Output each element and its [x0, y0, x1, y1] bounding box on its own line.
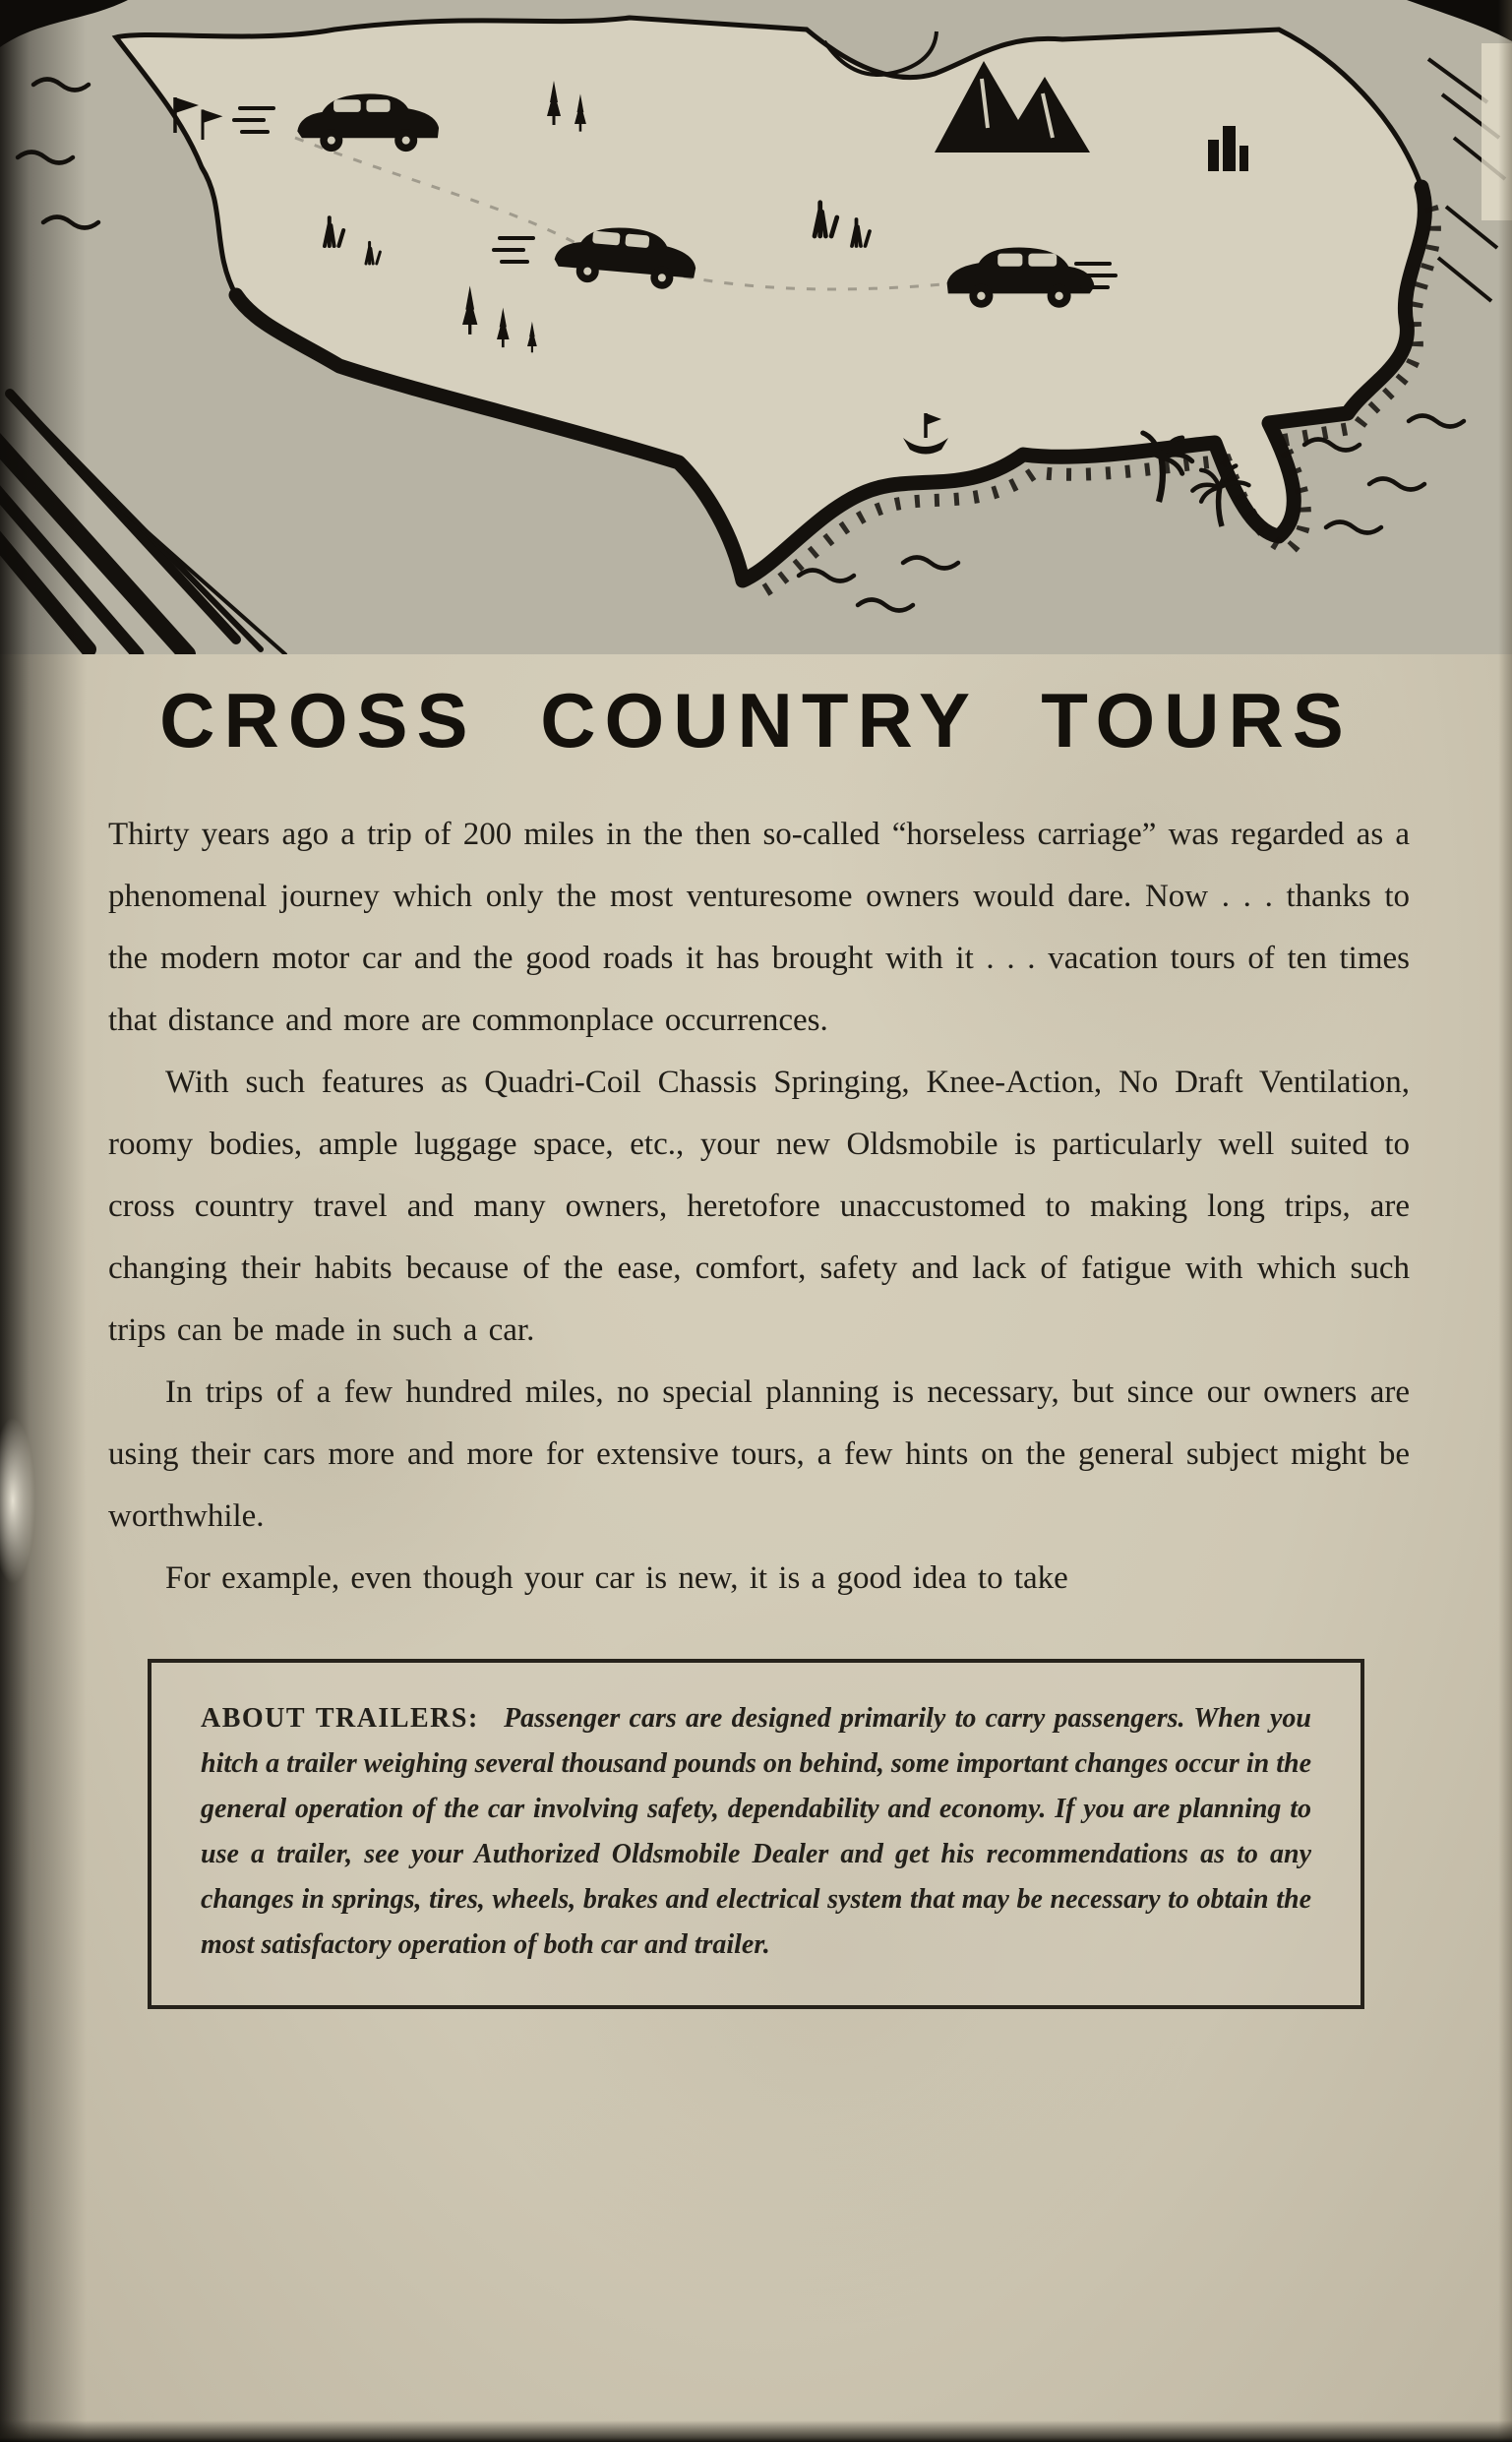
paragraph-2: With such features as Quadri-Coil Chassis Springing, Knee-Action, No Draft Ventilation, roomy bodies, ample luggage space, etc., your new Oldsmobile is particularly well suited to cross country travel and many owners, heretofore unaccustomed to making long trips, are changing their habits because of the ease, comfort, safety and lack of fatigue with which such trips can be made in such a car. [108, 1065, 1410, 1348]
about-trailers-text: Passenger cars are designed primarily to carry passengers. When you hitch a trailer weighing several thousand pounds on behind, some important changes occur in the general operation of the car involving safety, dependability and economy. If you are planning to use a trailer, see your Authorized Oldsmobile Dealer and get his recommendations as to any changes in springs, tires, wheels, brakes and electrical system that may be necessary to obtain the most satisfactory operation of both car and trailer. [201, 1703, 1312, 1960]
paragraph-3: In trips of a few hundred miles, no special planning is necessary, but since our owners are using their cars more and more for extensive tours, a few hints on the general subject might be worthwhile. [108, 1374, 1410, 1534]
about-trailers-paragraph [201, 1696, 1311, 1968]
paragraph-4: For example, even though your car is new, it is a good idea to take [165, 1560, 1068, 1596]
page-bottom-edge [0, 2420, 1512, 2442]
page-title: CROSS COUNTRY TOURS [159, 677, 1353, 763]
about-trailers-label: ABOUT TRAILERS: [201, 1703, 479, 1734]
paragraph-1: Thirty years ago a trip of 200 miles in the then so-called “horseless carriage” was regarded as a phenomenal journey which only the most venturesome owners would dare. Now . . . thanks to the modern motor car and the good roads it has brought with it . . . vacation tours of ten times that distance and more are commonplace occurrences. [108, 817, 1410, 1038]
page-torn-spot [0, 1417, 35, 1584]
body-text [108, 804, 1410, 1610]
about-trailers-box [148, 1659, 1364, 2009]
us-map-touring-illustration [0, 0, 1512, 654]
page-edge-sliver [1482, 43, 1512, 220]
